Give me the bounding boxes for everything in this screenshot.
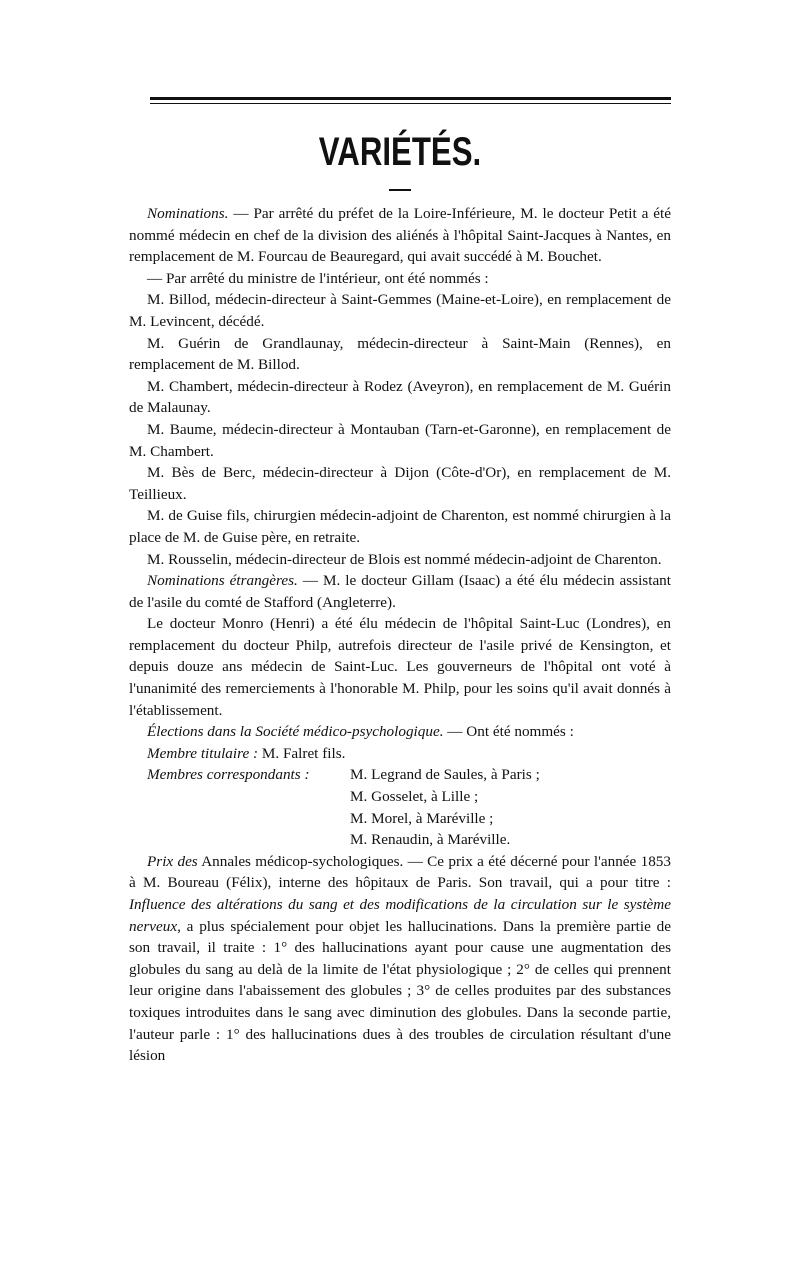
paragraph-text: , a plus spécialement pour objet les hallucinations. Dans la première partie de son travail, il traite : 1° des hallucinations ayant pour cause une augmentation des globules du sang au delà de la limite de l'état physiologique ; 2° de celles qui prennent leur origine dans l'abaissement des globules ; 3° de celles produites par des substances toxiques introduites dans le sang avec diminution des globules. Dans la seconde partie, l'auteur parle : 1° des hallucinations dues à des troubles de circulation résultant d'une lésion xyxy=(129,917,671,1065)
paragraph: M. Baume, médecin-directeur à Montauban (Tarn-et-Garonne), en remplacement de M. Chambert. xyxy=(129,420,671,460)
article-body xyxy=(129,203,671,1067)
member-entry: M. Morel, à Maréville ; xyxy=(350,809,494,827)
header-rule-thin xyxy=(150,103,671,104)
paragraph: — Par arrêté du ministre de l'intérieur, ont été nommés : xyxy=(147,269,489,287)
list-item xyxy=(129,808,671,830)
paragraph: M. de Guise fils, chirurgien médecin-adjoint de Charenton, est nommé chirurgien à la place de M. de Guise père, en retraite. xyxy=(129,507,671,546)
paragraph: M. Billod, médecin-directeur à Saint-Gemmes (Maine-et-Loire), en remplacement de M. Levincent, décédé. xyxy=(129,291,671,330)
paragraph-text: — Par arrêté du préfet de la Loire-Inférieure, M. le docteur Petit a été nommé médecin en chef de la division des aliénés à l'hôpital Saint-Jacques à Nantes, en remplacement de M. Fourcau de Beauregard, qui avait succédé à M. Bouchet. xyxy=(129,205,671,266)
membre-titulaire-value: M. Falret fils. xyxy=(258,744,346,762)
paragraph-nominations xyxy=(129,203,671,268)
section-label-nominations-etrangeres: Nominations étrangères. xyxy=(147,572,298,590)
member-entry: M. Renaudin, à Maréville. xyxy=(350,831,511,849)
list-item xyxy=(129,829,671,851)
list-item xyxy=(129,786,671,808)
section-label-prix: Prix des xyxy=(147,852,198,870)
paragraph: M. Guérin de Grandlaunay, médecin-directeur à Saint-Main (Rennes), en remplacement de M. Billod. xyxy=(129,334,671,374)
header-rule-thick xyxy=(150,97,671,100)
membres-correspondants-label: Membres correspondants : xyxy=(147,766,310,784)
title-separator xyxy=(389,189,411,191)
list-item xyxy=(129,764,671,786)
paragraph-nominations-etrangeres xyxy=(129,570,671,613)
section-label-nominations: Nominations. xyxy=(147,205,229,222)
membre-titulaire-label: Membre titulaire : xyxy=(147,744,259,762)
paragraph-elections xyxy=(129,721,671,743)
paragraph: M. Rousselin, médecin-directeur de Blois est nommé médecin-adjoint de Charenton. xyxy=(147,550,662,568)
membre-titulaire xyxy=(129,743,671,765)
paragraph-prix xyxy=(129,851,671,1067)
paragraph-text: Annales médicop-sychologiques. — Ce prix a été décerné pour l'année 1853 à M. Boureau (Félix), interne des hôpitaux de Paris. Son travail, qui a pour titre : xyxy=(129,852,671,892)
member-entry: M. Gosselet, à Lille ; xyxy=(350,788,479,806)
work-title: Influence des altérations du sang et des modifications de la circulation sur le système nerveux xyxy=(129,896,671,935)
paragraph: M. Chambert, médecin-directeur à Rodez (Aveyron), en remplacement de M. Guérin de Malaunay. xyxy=(129,377,671,417)
page-title: VARIÉTÉS. xyxy=(318,130,482,174)
paragraph: M. Bès de Berc, médecin-directeur à Dijon (Côte-d'Or), en remplacement de M. Teillieux. xyxy=(129,464,671,503)
paragraph: Le docteur Monro (Henri) a été élu médecin de l'hôpital Saint-Luc (Londres), en remplacement du docteur Philp, autrefois directeur de l'asile privé de Kensington, et depuis douze ans médecin de Saint-Luc. Les gouverneurs de l'hôpital ont voté à l'unanimité des remerciements à l'honorable M. Philp, pour les soins qu'il avait donnés à l'établissement. xyxy=(129,615,671,719)
paragraph-text: — Ont été nommés : xyxy=(443,723,574,741)
section-label-elections: Élections dans la Société médico-psychologique. xyxy=(147,723,444,741)
membres-correspondants xyxy=(129,764,671,850)
member-entry: M. Legrand de Saules, à Paris ; xyxy=(350,766,540,784)
paragraph-text: — M. le docteur Gillam (Isaac) a été élu médecin assistant de l'asile du comté de Stafford (Angleterre). xyxy=(129,572,671,611)
